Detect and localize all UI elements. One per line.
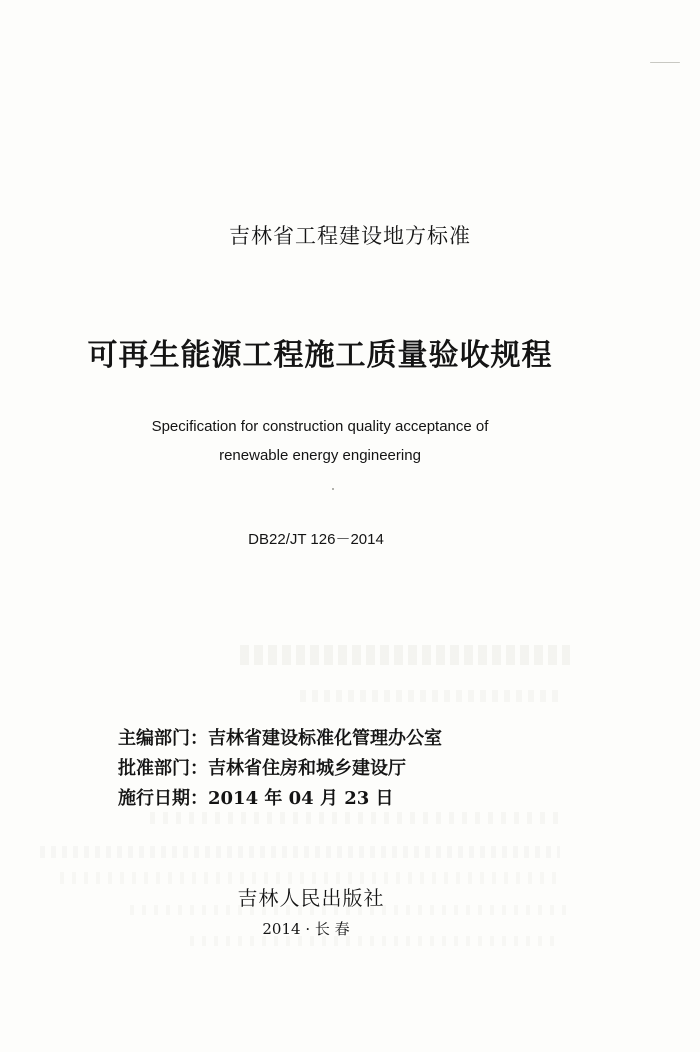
approver-value: 吉林省住房和城乡建设厅 (208, 758, 406, 779)
bleed-through-texture (240, 645, 570, 665)
bleed-through-texture (300, 690, 560, 702)
standard-series-title: 吉林省工程建设地方标准 (229, 224, 471, 248)
approver-label: 批准部门： (118, 758, 208, 779)
publisher-name: 吉林人民出版社 (237, 886, 385, 910)
english-title-line-1: Specification for construction quality acceptance of (151, 418, 489, 435)
standard-number: DB22/JT 126－2014 (248, 531, 384, 548)
document-title: 可再生能源工程施工质量验收规程 (87, 338, 553, 373)
effective-date-row (118, 784, 442, 814)
publication-year-place: 2014 · 长 春 (262, 920, 350, 938)
chief-editor-value: 吉林省建设标准化管理办公室 (208, 728, 442, 749)
effective-date-label: 施行日期： (118, 788, 208, 809)
chief-editor-label: 主编部门： (118, 728, 208, 749)
scan-speck (650, 62, 680, 63)
english-title-line-2: renewable energy engineering (219, 447, 421, 464)
publication-info (118, 724, 442, 814)
approver-row (118, 754, 442, 784)
bleed-through-texture (40, 846, 560, 858)
effective-date-value: 2014 年 04 月 23 日 (208, 788, 394, 809)
english-title (0, 412, 640, 470)
scan-speck (332, 488, 334, 490)
chief-editor-row (118, 724, 442, 754)
